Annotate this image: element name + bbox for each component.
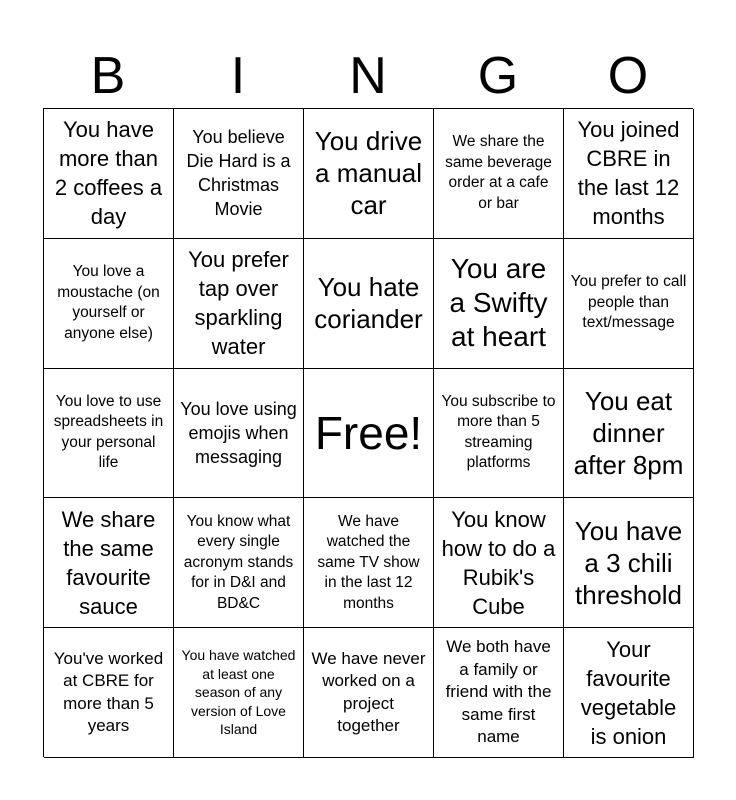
header-letter-n: N <box>349 47 387 105</box>
bingo-cell[interactable] <box>174 498 304 628</box>
header-letter-i: I <box>230 47 246 105</box>
bingo-cell-text: We have never worked on a project together <box>311 648 426 736</box>
bingo-cell[interactable] <box>564 498 694 628</box>
bingo-cell[interactable] <box>174 109 304 239</box>
header-letter-b: B <box>90 47 126 105</box>
bingo-cell-text: You know what every single acronym stands for in D&I and BD&C <box>183 512 294 612</box>
bingo-cell[interactable] <box>564 239 694 369</box>
bingo-cell[interactable] <box>44 498 174 628</box>
free-space-text: Free! <box>314 406 423 459</box>
bingo-cell-text: You have watched at least one season of any version of Love Island <box>181 647 296 738</box>
bingo-cell-text: You know how to do a Rubik's Cube <box>441 506 556 619</box>
bingo-card-grid <box>43 108 693 757</box>
bingo-cell[interactable] <box>44 239 174 369</box>
bingo-cell-text: We share the same beverage order at a cafe or bar <box>445 133 552 212</box>
header-letter-g: G <box>477 47 519 105</box>
bingo-cell-text: You love using emojis when messaging <box>180 398 297 467</box>
header-letter-o: O <box>607 47 649 105</box>
bingo-cell-text: You have a 3 chili threshold <box>574 515 683 610</box>
bingo-cell-text: You drive a manual car <box>314 126 423 221</box>
bingo-cell[interactable] <box>434 369 564 499</box>
bingo-cell[interactable] <box>44 369 174 499</box>
bingo-cell[interactable] <box>44 109 174 239</box>
bingo-cell-text: We have watched the same TV show in the last 12 months <box>317 512 420 612</box>
bingo-cell[interactable] <box>434 239 564 369</box>
bingo-cell-text: You prefer tap over sparkling water <box>188 247 289 360</box>
bingo-cell-text: You've worked at CBRE for more than 5 years <box>53 648 164 736</box>
bingo-header <box>43 44 693 108</box>
bingo-cell-text: You hate coriander <box>314 272 423 335</box>
bingo-cell[interactable] <box>434 498 564 628</box>
bingo-cell-text: You joined CBRE in the last 12 months <box>577 117 680 230</box>
bingo-cell-text: Your favourite vegetable is onion <box>580 636 677 749</box>
free-space-cell[interactable] <box>304 369 434 499</box>
bingo-cell-text: You prefer to call people than text/message <box>570 273 687 332</box>
bingo-cell[interactable] <box>174 369 304 499</box>
bingo-cell[interactable] <box>304 498 434 628</box>
bingo-cell-text: You have more than 2 coffees a day <box>54 117 163 230</box>
bingo-cell[interactable] <box>564 628 694 758</box>
bingo-cell-text: We share the same favourite sauce <box>61 506 156 619</box>
bingo-cell[interactable] <box>304 628 434 758</box>
bingo-cell[interactable] <box>434 109 564 239</box>
bingo-cell[interactable] <box>304 109 434 239</box>
bingo-cell-text: You love to use spreadsheets in your personal life <box>53 392 164 472</box>
bingo-cell[interactable] <box>174 628 304 758</box>
bingo-cell[interactable] <box>564 109 694 239</box>
bingo-cell-text: You love a moustache (on yourself or anyone else) <box>57 263 160 342</box>
bingo-cell[interactable] <box>44 628 174 758</box>
bingo-cell-text: You subscribe to more than 5 streaming platforms <box>441 392 556 472</box>
bingo-cell-text: We both have a family or friend with the same first name <box>445 637 552 747</box>
bingo-cell[interactable] <box>174 239 304 369</box>
bingo-cell-text: You are a Swifty at heart <box>449 253 548 353</box>
bingo-cell[interactable] <box>564 369 694 499</box>
bingo-cell[interactable] <box>304 239 434 369</box>
bingo-cell-text: You believe Die Hard is a Christmas Movie <box>186 127 291 220</box>
bingo-cell[interactable] <box>434 628 564 758</box>
bingo-cell-text: You eat dinner after 8pm <box>573 385 684 480</box>
